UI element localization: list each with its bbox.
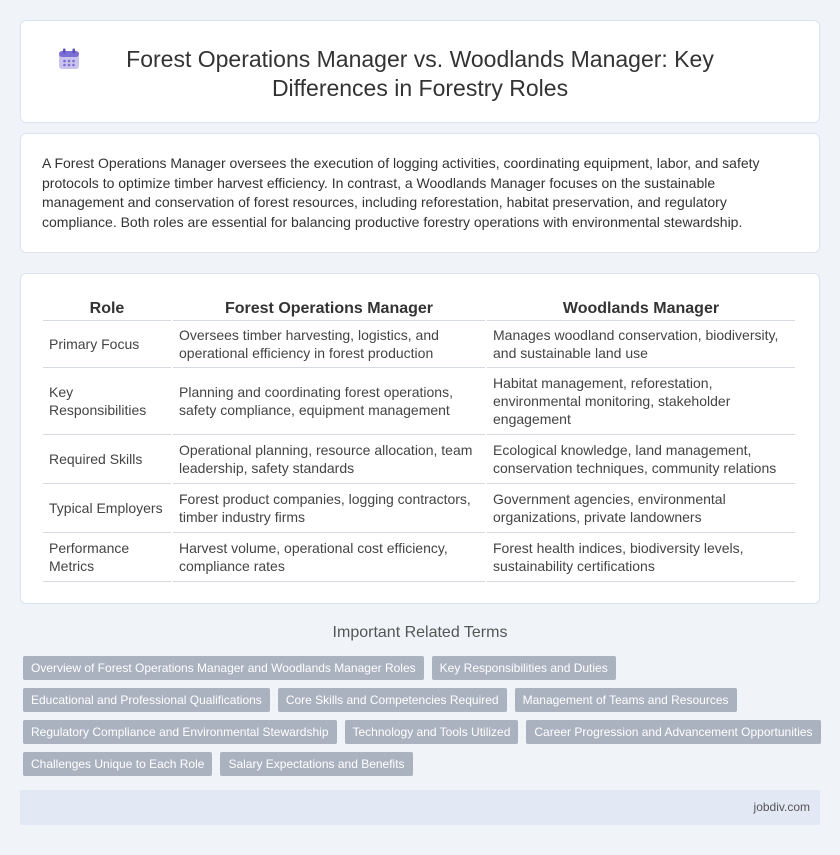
table-header-fom: Forest Operations Manager [173, 294, 485, 321]
table-header-wm: Woodlands Manager [487, 294, 795, 321]
footer [20, 790, 820, 825]
table-row [43, 435, 795, 484]
site-link[interactable]: jobdiv.com [753, 800, 810, 814]
comparison-table-card [20, 273, 820, 604]
row-label: Primary Focus [43, 321, 171, 368]
related-term-tag[interactable]: Core Skills and Competencies Required [278, 688, 507, 712]
row-label: Typical Employers [43, 484, 171, 533]
fom-cell: Forest product companies, logging contractors, timber industry firms [173, 484, 485, 533]
page-title: Forest Operations Manager vs. Woodlands Manager: Key Differences in Forestry Roles [126, 46, 714, 101]
table-row [43, 368, 795, 435]
related-terms-title: Important Related Terms [332, 624, 508, 641]
row-label: Key Responsibilities [43, 368, 171, 435]
related-term-tag[interactable]: Regulatory Compliance and Environmental Stewardship [23, 720, 337, 744]
comparison-table [41, 294, 797, 582]
table-row [43, 484, 795, 533]
related-term-tag[interactable]: Management of Teams and Resources [515, 688, 737, 712]
related-term-tag[interactable]: Key Responsibilities and Duties [432, 656, 616, 680]
related-term-tag[interactable]: Challenges Unique to Each Role [23, 752, 212, 776]
fom-cell: Oversees timber harvesting, logistics, and operational efficiency in forest production [173, 321, 485, 368]
calendar-icon [57, 47, 81, 71]
tag-row [23, 688, 823, 712]
related-terms [23, 656, 823, 784]
row-label: Required Skills [43, 435, 171, 484]
table-row [43, 321, 795, 368]
intro-card [20, 133, 820, 253]
related-term-tag[interactable]: Technology and Tools Utilized [345, 720, 519, 744]
header-card [20, 20, 820, 123]
related-term-tag[interactable]: Educational and Professional Qualifications [23, 688, 270, 712]
wm-cell: Ecological knowledge, land management, conservation techniques, community relations [487, 435, 795, 484]
related-term-tag[interactable]: Salary Expectations and Benefits [220, 752, 412, 776]
table-row [43, 533, 795, 582]
fom-cell: Operational planning, resource allocation, team leadership, safety standards [173, 435, 485, 484]
row-label: Performance Metrics [43, 533, 171, 582]
tag-row [23, 656, 823, 680]
wm-cell: Forest health indices, biodiversity levels, sustainability certifications [487, 533, 795, 582]
related-term-tag[interactable]: Overview of Forest Operations Manager and Woodlands Manager Roles [23, 656, 424, 680]
tag-row [23, 752, 823, 776]
tag-row [23, 720, 823, 744]
wm-cell: Habitat management, reforestation, environmental monitoring, stakeholder engagement [487, 368, 795, 435]
fom-cell: Harvest volume, operational cost efficiency, compliance rates [173, 533, 485, 582]
related-term-tag[interactable]: Career Progression and Advancement Opportunities [526, 720, 820, 744]
intro-text: A Forest Operations Manager oversees the execution of logging activities, coordinating equipment, labor, and safety protocols to optimize timber harvest efficiency. In contrast, a Woodlands Manager focuses on the sustainable management and conservation of forest resources, including reforestation, habitat preservation, and regulatory compliance. Both roles are essential for balancing productive forestry operations with environmental stewardship. [42, 155, 760, 230]
wm-cell: Manages woodland conservation, biodiversity, and sustainable land use [487, 321, 795, 368]
table-header-role: Role [43, 294, 171, 321]
fom-cell: Planning and coordinating forest operations, safety compliance, equipment management [173, 368, 485, 435]
wm-cell: Government agencies, environmental organizations, private landowners [487, 484, 795, 533]
